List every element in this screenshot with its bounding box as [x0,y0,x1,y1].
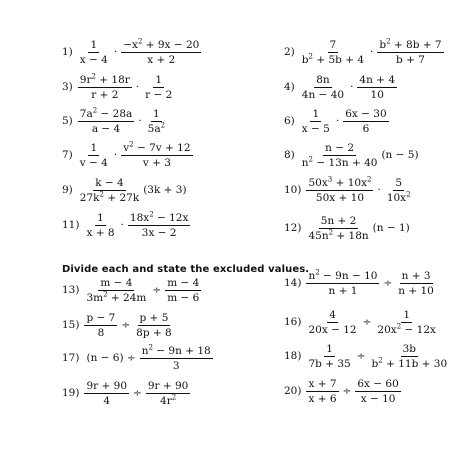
operator: ÷ [362,316,372,328]
numerator: 1 [403,308,411,321]
problem-12 [284,213,410,243]
fraction-2 [343,108,388,135]
numerator: 1 [155,73,163,86]
operator: ÷ [342,385,352,397]
fraction-2 [128,212,191,239]
operator: · [113,149,118,161]
numerator: $b^2 + 8b + 7$ [379,37,442,51]
operator: · [335,115,340,127]
problem-number: 3) [62,81,73,93]
denominator: $b^2 + 5b + 4$ [301,52,365,66]
fraction-2 [143,74,174,101]
fraction-2 [396,270,436,297]
numerator: 6x − 60 [357,377,399,390]
denominator: x + 6 [308,392,337,405]
numerator: 9r + 90 [86,379,128,392]
problem-2 [284,37,445,67]
numerator: 4 [329,308,336,321]
fraction-1 [78,74,132,101]
problem-20 [284,376,402,406]
problem-6 [284,106,390,136]
numerator: k − 4 [95,176,124,189]
fraction-2 [370,343,450,370]
problem-number: 16) [284,316,302,328]
denominator: v − 4 [79,156,108,169]
numerator: n − 2 [325,141,355,154]
fraction-2 [121,39,201,66]
operator: ÷ [133,387,142,399]
fraction-1 [306,309,358,336]
problem-5 [62,106,168,136]
numerator: x + 7 [308,377,337,390]
problem-number: 8) [284,149,295,161]
denominator: m − 6 [167,291,200,304]
denominator: $3m^2 + 24m$ [86,290,147,304]
numerator: 3b [402,342,417,355]
problem-14 [284,268,437,298]
fraction-1 [84,212,116,239]
operator: · [370,46,374,58]
numerator: $-x^2 + 9x - 20$ [123,37,200,51]
denominator: x − 5 [301,122,330,135]
numerator: 1 [312,107,320,120]
fraction-2 [385,177,413,204]
denominator: 50x + 10 [315,191,365,204]
fraction-2 [377,39,443,66]
problem-number: 9) [62,184,73,196]
multiplier-term: (3k + 3) [143,184,187,196]
fraction-1 [78,177,141,204]
problem-number: 11) [62,219,80,231]
problem-number: 17) [62,352,80,364]
numerator: 8n [316,73,330,86]
fraction-2 [357,74,397,101]
numerator: 1 [90,141,98,154]
denominator: 6 [362,122,370,135]
problem-number: 20) [284,385,302,397]
fraction-1 [300,39,366,66]
numerator: $n^2 - 9n - 10$ [308,268,378,282]
fraction-2 [146,108,167,135]
fraction-1 [78,39,110,66]
problem-18 [284,341,450,371]
denominator: $20x^2 - 12x$ [377,322,436,336]
denominator: $27k^2 + 27k$ [79,190,140,204]
numerator: 6x − 30 [345,107,387,120]
numerator: p + 5 [139,311,169,324]
fraction-2 [121,142,192,169]
denominator: x − 4 [79,53,108,66]
denominator: r − 2 [145,88,173,101]
operator: · [138,115,142,127]
multiplier-term: (n − 5) [381,149,419,161]
denominator: a − 4 [91,122,121,135]
numerator: 1 [153,107,160,120]
problem-17 [62,343,214,373]
numerator: 4n + 4 [359,73,396,86]
problem-number: 6) [284,115,295,127]
problem-number: 15) [62,319,80,331]
problem-number: 13) [62,284,80,296]
fraction-2 [165,277,201,304]
fraction-1 [306,270,379,297]
denominator: x − 10 [360,392,396,405]
denominator: 7b + 35 [308,357,351,370]
denominator: x + 8 [86,226,115,239]
numerator: m − 4 [167,276,200,289]
fraction-1 [306,378,338,405]
fraction-1 [300,108,332,135]
numerator: 5 [395,176,403,189]
denominator: $5a^2$ [147,121,166,135]
problem-16 [284,307,439,337]
problem-number: 2) [284,46,295,58]
section-heading: Divide each and state the excluded values. [62,264,310,275]
operator: · [113,46,118,58]
fraction-1 [300,74,346,101]
multiplier-term: (n − 1) [372,222,410,234]
denominator: r + 2 [91,88,119,101]
fraction-1 [140,345,213,372]
problem-10 [284,175,414,205]
denominator: n + 10 [398,284,434,297]
leading-term: (n − 6) ÷ [86,352,136,364]
fraction-1 [300,142,380,169]
numerator: 1 [97,211,104,224]
fraction-1 [84,312,117,339]
numerator: $v^2 - 7v + 12$ [123,140,191,154]
denominator: $4r^2$ [160,393,177,407]
fraction-2 [146,380,191,407]
problem-13 [62,275,202,305]
fraction-1 [78,108,135,135]
problem-number: 19) [62,387,80,399]
denominator: $10x^2$ [386,190,411,204]
problem-number: 14) [284,277,302,289]
operator: ÷ [152,284,162,296]
problem-number: 1) [62,46,73,58]
problem-1 [62,37,202,67]
fraction-1 [306,343,352,370]
fraction-2 [375,309,438,336]
denominator: 3x − 2 [141,226,177,239]
fraction-1 [306,177,373,204]
problem-3 [62,72,175,102]
operator: ÷ [383,277,393,289]
denominator: $b^2 + 11b + 30$ [371,356,448,370]
numerator: $n^2 - 9n + 18$ [141,343,211,357]
problem-number: 7) [62,149,73,161]
problem-19 [62,378,191,408]
numerator: n + 3 [401,269,431,282]
operator: · [377,184,381,196]
numerator: $50x^3 + 10x^2$ [308,175,372,189]
operator: ÷ [121,319,131,331]
denominator: 3 [172,359,180,372]
denominator: x + 2 [147,53,176,66]
denominator: b + 7 [396,53,425,66]
denominator: n + 1 [328,284,358,297]
problem-number: 5) [62,115,73,127]
numerator: $7a^2 - 28a$ [79,106,133,120]
denominator: 4n − 40 [301,88,345,101]
operator: · [350,81,354,93]
problem-4 [284,72,398,102]
numerator: 1 [90,38,98,51]
problem-7 [62,140,194,170]
numerator: p − 7 [86,311,116,324]
denominator: $n^2 - 13n + 40$ [301,155,378,169]
problem-number: 10) [284,184,302,196]
problem-8 [284,140,419,170]
problem-15 [62,310,175,340]
numerator: $9r^2 + 18r$ [79,72,130,86]
problem-9 [62,175,187,205]
numerator: 5n + 2 [320,214,357,227]
fraction-1 [306,215,370,242]
denominator: 4 [103,394,111,407]
fraction-2 [355,378,400,405]
numerator: 9r + 90 [147,379,189,392]
denominator: $45n^2 + 18n$ [308,228,369,242]
problem-11 [62,210,191,240]
fraction-2 [134,312,174,339]
operator: ÷ [356,350,366,362]
numerator: 7 [329,38,337,51]
fraction-1 [84,277,148,304]
operator: · [120,219,124,231]
numerator: $18x^2 - 12x$ [129,210,189,224]
denominator: 20x − 12 [308,323,357,336]
fraction-1 [84,380,129,407]
problem-number: 4) [284,81,295,93]
denominator: 8 [97,326,105,339]
operator: · [135,81,140,93]
numerator: 1 [326,342,333,355]
denominator: 8p + 8 [136,326,172,339]
numerator: m − 4 [100,276,133,289]
denominator: 10 [370,88,384,101]
problem-number: 18) [284,350,302,362]
denominator: v + 3 [142,156,171,169]
problem-number: 12) [284,222,302,234]
fraction-1 [78,142,110,169]
